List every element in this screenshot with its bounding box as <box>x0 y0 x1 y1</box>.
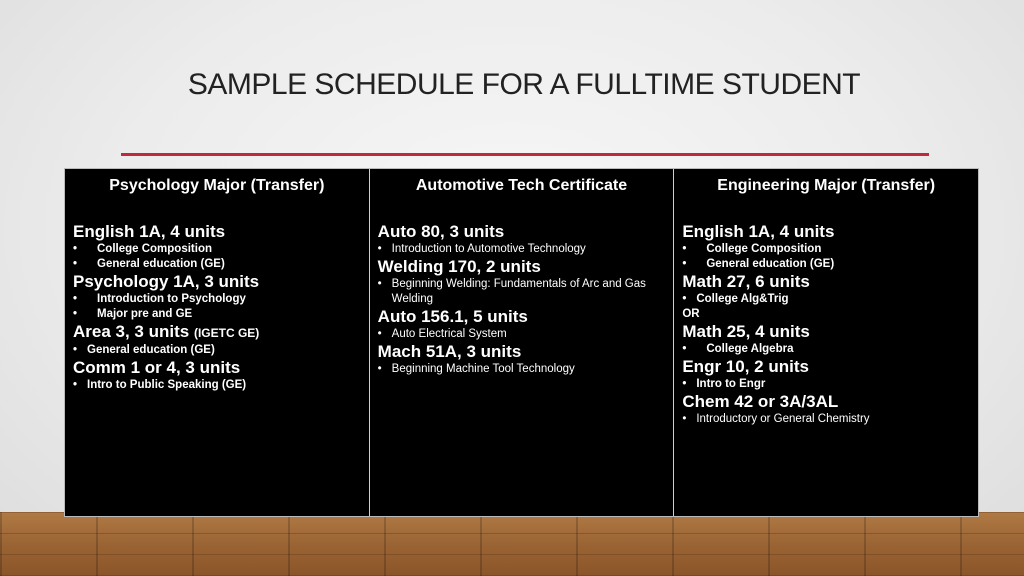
course-details <box>682 242 970 272</box>
course-detail: • College Composition <box>682 242 970 257</box>
course-detail: • Introductory or General Chemistry <box>682 412 970 427</box>
course-details <box>378 362 666 377</box>
course-detail: • Auto Electrical System <box>378 327 666 342</box>
column-psychology <box>65 169 370 516</box>
course-detail: • College Composition <box>73 242 361 257</box>
course-details <box>682 292 970 307</box>
column-automotive <box>370 169 675 516</box>
course-detail: • College Algebra <box>682 342 970 357</box>
course-details <box>682 412 970 427</box>
course-detail: • Intro to Public Speaking (GE) <box>73 378 361 393</box>
course-title <box>73 322 361 343</box>
course-detail: • Introduction to Automotive Technology <box>378 242 666 257</box>
course-details <box>73 242 361 272</box>
or-label: OR <box>682 308 700 320</box>
course-detail: • Intro to Engr <box>682 377 970 392</box>
course-detail: • Major pre and GE <box>73 307 361 322</box>
column-header: Engineering Major (Transfer) <box>717 177 936 194</box>
course-name: Area 3, 3 units <box>73 322 190 341</box>
course-title: Math 25, 4 units <box>682 322 810 341</box>
course-details <box>378 242 666 257</box>
course-detail: • College Alg&Trig <box>682 292 970 307</box>
course-details <box>73 378 361 393</box>
course-title: Engr 10, 2 units <box>682 357 809 376</box>
course-title: Psychology 1A, 3 units <box>73 272 260 291</box>
course-details <box>682 377 970 392</box>
course-detail: • Introduction to Psychology <box>73 292 361 307</box>
schedule-table <box>64 168 979 517</box>
course-title: Math 27, 6 units <box>682 272 810 291</box>
column-header: Automotive Tech Certificate <box>415 177 628 194</box>
course-title: Auto 80, 3 units <box>377 222 505 241</box>
course-extra: (IGETC GE) <box>193 326 260 340</box>
course-details <box>682 342 970 357</box>
column-header: Psychology Major (Transfer) <box>109 177 325 194</box>
course-details <box>378 277 666 307</box>
course-detail: • Beginning Machine Tool Technology <box>378 362 666 377</box>
course-title: English 1A, 4 units <box>73 222 226 241</box>
course-details <box>378 327 666 342</box>
column-engineering <box>674 169 978 516</box>
course-title: English 1A, 4 units <box>682 222 835 241</box>
title-accent-line <box>121 153 929 156</box>
slide-title: SAMPLE SCHEDULE FOR A FULLTIME STUDENT <box>187 68 861 101</box>
course-title: Chem 42 or 3A/3AL <box>682 392 839 411</box>
course-title: Welding 170, 2 units <box>377 257 541 276</box>
course-detail: • General education (GE) <box>682 257 970 272</box>
course-title: Auto 156.1, 5 units <box>377 307 528 326</box>
course-title: Mach 51A, 3 units <box>377 342 522 361</box>
course-details <box>73 343 361 358</box>
course-title: Comm 1 or 4, 3 units <box>73 358 241 377</box>
course-details <box>73 292 361 322</box>
course-detail: • General education (GE) <box>73 343 361 358</box>
wood-floor-background <box>0 512 1024 576</box>
course-detail: • Beginning Welding: Fundamentals of Arc and Gas Welding <box>378 277 666 307</box>
course-detail: • General education (GE) <box>73 257 361 272</box>
